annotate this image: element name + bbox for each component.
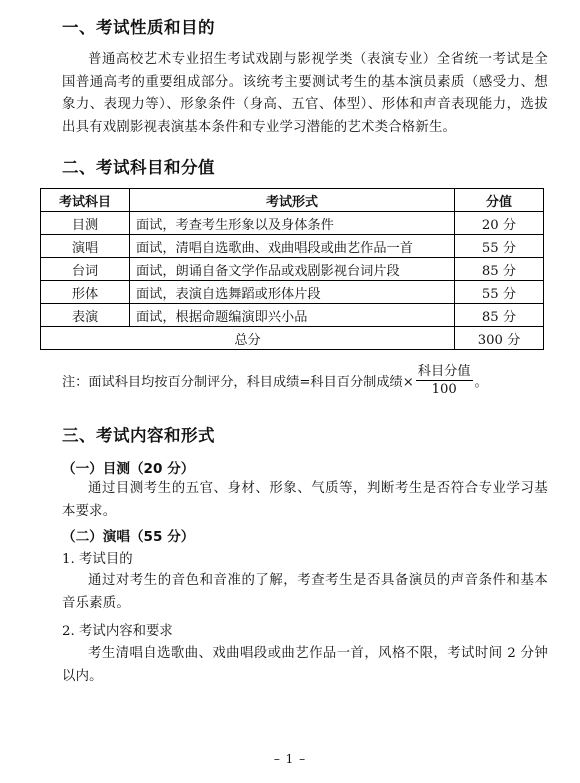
section-heading-nature-purpose: 一、考试性质和目的 xyxy=(62,18,215,37)
total-label-cell: 总分 xyxy=(41,327,455,350)
subjects-score-table xyxy=(40,188,544,350)
section-heading-subjects-scores: 二、考试科目和分值 xyxy=(62,158,215,177)
score-cell: 55 分 xyxy=(455,235,544,258)
score-cell: 85 分 xyxy=(455,258,544,281)
page-number: – 1 – xyxy=(273,752,307,766)
score-cell: 20 分 xyxy=(455,212,544,235)
subsection-title-visual-test: （一）目测（20 分） xyxy=(62,461,195,477)
note-text: 注：面试科目均按百分制评分，科目成绩=科目百分制成绩× xyxy=(62,374,414,390)
form-cell: 面试，考查考生形象以及身体条件 xyxy=(130,212,455,235)
total-score-cell: 300 分 xyxy=(455,327,544,350)
table-row xyxy=(41,235,544,258)
subject-cell: 演唱 xyxy=(41,235,130,258)
table-total-row xyxy=(41,327,544,350)
scoring-note xyxy=(62,362,488,398)
fraction-denominator: 100 xyxy=(431,381,457,397)
subsection-paragraph-visual-test: 通过目测考生的五官、身材、形象、气质等，判断考生是否符合专业学习基本要求。 xyxy=(62,481,548,519)
table-row xyxy=(41,212,544,235)
subject-cell: 形体 xyxy=(41,281,130,304)
subject-cell: 台词 xyxy=(41,258,130,281)
section-paragraph-nature-purpose: 普通高校艺术专业招生考试戏剧与影视学类（表演专业）全省统一考试是全国普通高考的重要组成部分。该统考主要测试考生的基本演员素质（感受力、想象力、表现力等）、形象条件（身高、五官、体型）、形体和声音表现能力，选拔出具有戏剧影视表演基本条件和专业学习潜能的艺术类合格新生。 xyxy=(62,52,548,135)
subject-cell: 目测 xyxy=(41,212,130,235)
fraction-numerator: 科目分值 xyxy=(417,363,471,379)
item-heading-purpose: 1. 考试目的 xyxy=(62,552,133,567)
form-cell: 面试，根据命题编演即兴小品 xyxy=(130,304,455,327)
section-heading-content-form: 三、考试内容和形式 xyxy=(62,426,215,445)
item-paragraph-content-requirements: 考生清唱自选歌曲、戏曲唱段或曲艺作品一首，风格不限，考试时间 2 分钟以内。 xyxy=(62,646,548,684)
table-header-cell: 考试形式 xyxy=(130,189,455,212)
subject-cell: 表演 xyxy=(41,304,130,327)
form-cell: 面试，朗诵自备文学作品或戏剧影视台词片段 xyxy=(130,258,455,281)
table-row xyxy=(41,281,544,304)
form-cell: 面试，清唱自选歌曲、戏曲唱段或曲艺作品一首 xyxy=(130,235,455,258)
form-cell: 面试，表演自选舞蹈或形体片段 xyxy=(130,281,455,304)
item-heading-content-requirements: 2. 考试内容和要求 xyxy=(62,624,173,639)
table-row xyxy=(41,304,544,327)
table-row xyxy=(41,258,544,281)
table-header-row xyxy=(41,189,544,212)
score-cell: 85 分 xyxy=(455,304,544,327)
subsection-title-singing: （二）演唱（55 分） xyxy=(62,529,195,545)
score-fraction xyxy=(416,363,473,398)
table-header-cell: 考试科目 xyxy=(41,189,130,212)
table-header-cell: 分值 xyxy=(455,189,544,212)
note-suffix: 。 xyxy=(474,374,488,390)
item-paragraph-purpose: 通过对考生的音色和音准的了解，考查考生是否具备演员的声音条件和基本音乐素质。 xyxy=(62,573,548,611)
score-cell: 55 分 xyxy=(455,281,544,304)
